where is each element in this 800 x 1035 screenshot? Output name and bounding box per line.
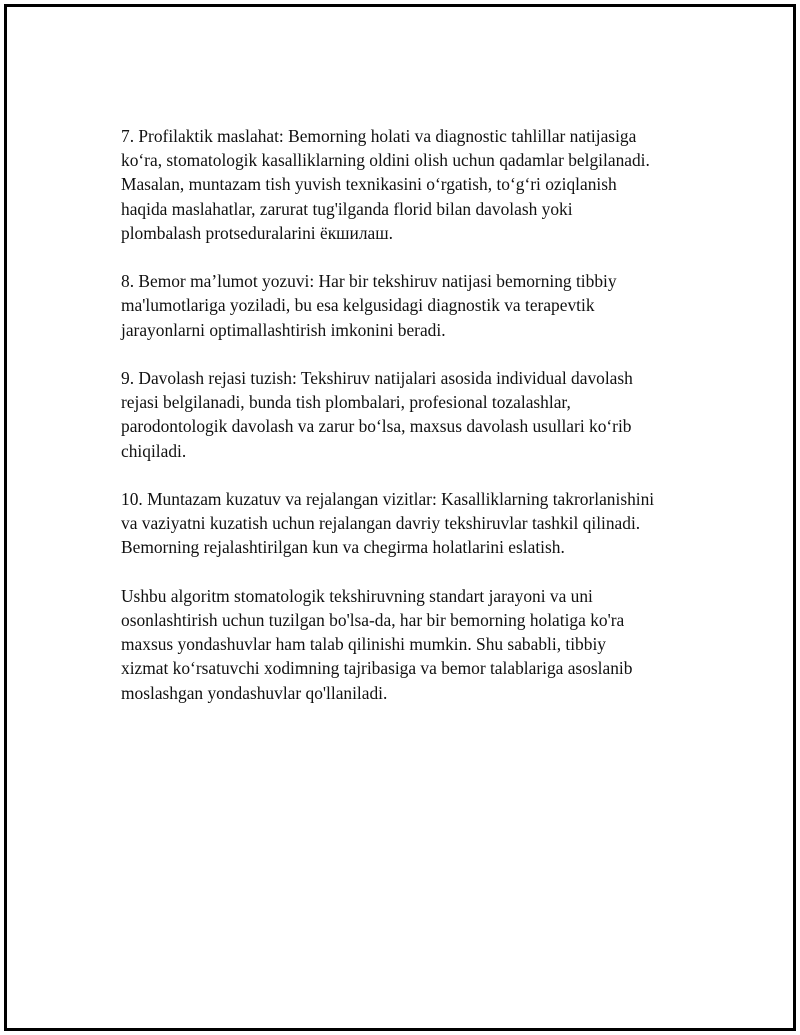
- paragraph-conclusion: Ushbu algoritm stomatologik tekshiruvning standart jarayoni va uni osonlashtirish uchun tuzilgan bo'lsa-da, har bir bemorning holatiga ko'ra maxsus yondashuvlar ham talab qilinishi mumkin. Shu sababli, tibbiy xizmat ko‘rsatuvchi xodimning tajribasiga va bemor talablariga asoslanib moslashgan yondashuvlar qo'llaniladi.: [121, 585, 633, 703]
- document-body: [121, 124, 701, 705]
- document-page: [4, 4, 796, 1031]
- paragraph-davolash-rejasi: 9. Davolash rejasi tuzish: Tekshiruv natijalari asosida individual davolash rejasi belgilanadi, bunda tish plombalari, profesional tozalashlar, parodontologik davolash va zarur bo‘lsa, maxsus davolash usullari ko‘rib chiqiladi.: [121, 368, 633, 461]
- paragraph-bemor-malumot-yozuvi: 8. Bemor ma’lumot yozuvi: Har bir tekshiruv natijasi bemorning tibbiy ma'lumotlariga yoziladi, bu esa kelgusidagi diagnostik va terapevtik jarayonlarni optimallashtirish imkonini beradi.: [121, 271, 617, 340]
- paragraph-muntazam-kuzatuv: 10. Muntazam kuzatuv va rejalangan vizitlar: Kasalliklarning takrorlanishini va vaziyatni kuzatish uchun rejalangan davriy tekshiruvlar tashkil qilinadi. Bemorning rejalashtirilgan kun va chegirma holatlarini eslatish.: [121, 489, 655, 558]
- paragraph-profilaktik-maslahat: 7. Profilaktik maslahat: Bemorning holati va diagnostic tahlillar natijasiga ko‘ra, stomatologik kasalliklarning oldini olish uchun qadamlar belgilanadi. Masalan, muntazam tish yuvish texnikasini o‘rgatish, to‘g‘ri oziqlanish haqida maslahatlar, zarurat tug'ilganda florid bilan davolash yoki plombalash protseduralarini ёкшилаш.: [121, 126, 650, 243]
